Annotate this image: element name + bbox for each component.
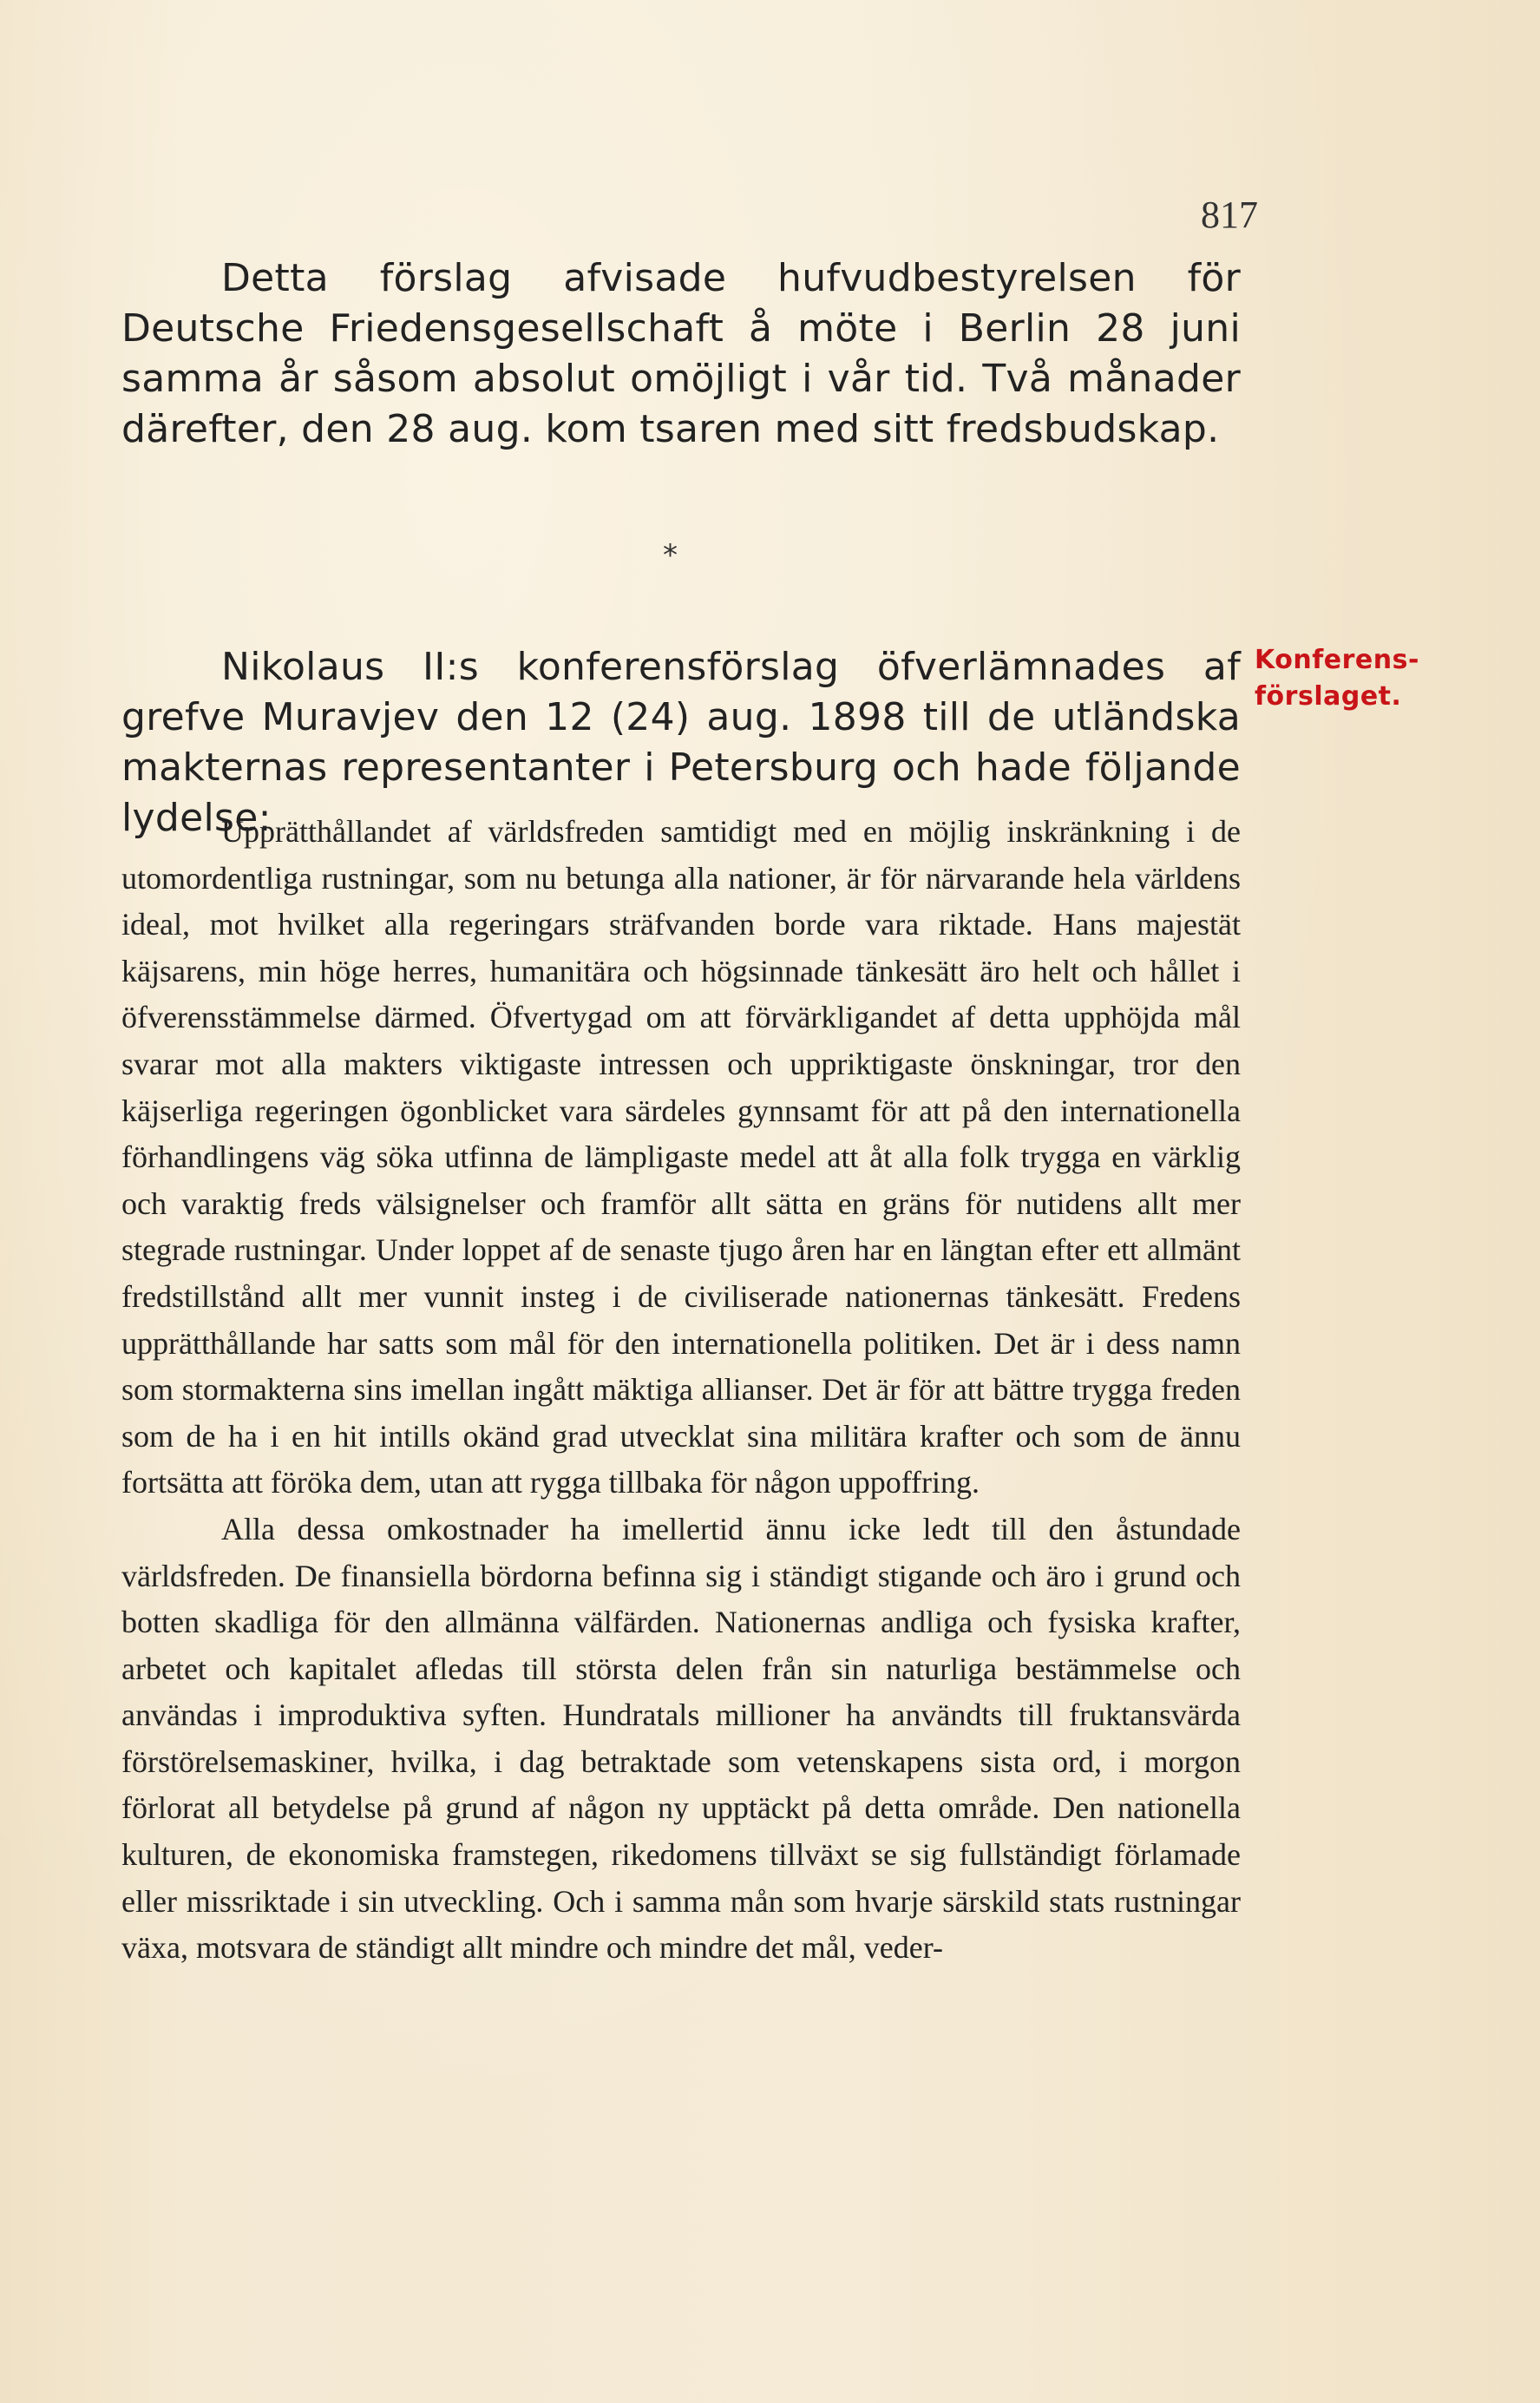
marginal-note (1255, 642, 1419, 715)
section-divider: * (663, 538, 678, 573)
opening-paragraph-block (121, 253, 1241, 455)
intro-paragraph: Nikolaus II:s konferensförslag öfverlämnades af grefve Muravjev den 12 (24) aug. 1898 till de utländska makternas representanter i Petersburg och hade följande lydelse: (121, 645, 1241, 840)
quote-paragraph-2: Alla dessa omkostnader ha imellertid ännu icke ledt till den åstundade världsfreden. De finansiella bördorna befinna sig i ständigt stigande och äro i grund och botten skadliga för den allmänna välfärden. Nationernas andliga och fysiska krafter, arbetet och kapitalet afledas till största delen från sin naturliga bestämmelse och användas i improduktiva syften. Hundratals millioner ha användts till fruktansvärda förstörelsemaskiner, hvilka, i dag betraktade som vetenskapens sista ord, i morgon förlorat all betydelse på grund af någon ny upptäckt på detta område. Den nationella kulturen, de ekonomiska framstegen, rikedomens tillväxt se sig fullständigt förlamade eller missriktade i sin utveckling. Och i samma mån som hvarje särskild stats rustningar växa, motsvara de ständigt allt mindre och mindre det mål, veder- (121, 1511, 1241, 1966)
quotation-block (121, 809, 1241, 1972)
quote-paragraph-1: Upprätthållandet af världsfreden samtidigt med en möjlig inskränkning i de utomordentliga rustningar, som nu betunga alla nationer, är för närvarande hela världens ideal, mot hvilket alla regeringars sträfvanden borde vara riktade. Hans majestät käjsarens, min höge herres, humanitära och högsinnade tänkesätt äro helt och hållet i öfverensstämmelse därmed. Öfvertygad om att förvärkligandet af detta upphöjda mål svarar mot alla makters viktigaste intressen och uppriktigaste önskningar, tror den käjserliga regeringen ögonblicket vara särdeles gynnsamt för att på den internationella förhandlingens väg söka utfinna de lämpligaste medel att åt alla folk trygga en värklig och varaktig freds välsignelser och framför allt sätta en gräns för nutidens allt mer stegrade rustningar. Under loppet af de senaste tjugo åren har en längtan efter ett allmänt fredstillstånd allt mer vunnit insteg i de civiliserade nationernas tänkesätt. Fredens upprätthållande har satts som mål för den internationella politiken. Det är i dess namn som stormakterna sins imellan ingått mäktiga allianser. Det är för att bättre trygga freden som de ha i en hit intills okänd grad utvecklat sina militära krafter och som de ännu fortsätta att föröka dem, utan att rygga tillbaka för någon uppoffring. (121, 814, 1241, 1500)
marginal-note-line-1: Konferens- (1255, 645, 1419, 675)
opening-paragraph: Detta förslag afvisade hufvudbestyrelsen för Deutsche Friedensgesellschaft å möte i Berlin 28 juni samma år såsom absolut omöjligt i vår tid. Två månader därefter, den 28 aug. kom tsaren med sitt fredsbudskap. (121, 256, 1241, 451)
page-number: 817 (1201, 194, 1258, 236)
marginal-note-line-2: förslaget. (1255, 681, 1402, 712)
